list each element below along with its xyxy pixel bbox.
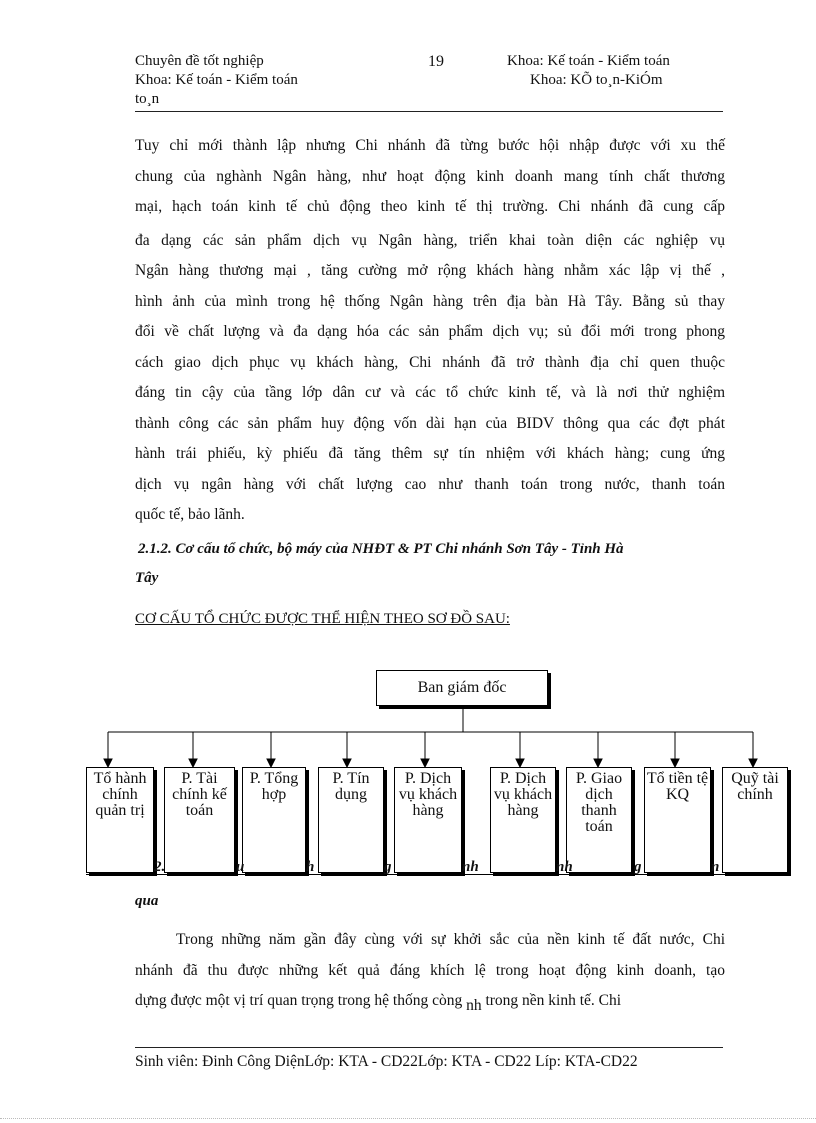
heading-fragment: g (634, 859, 642, 875)
org-dept-box: P. Dịch vụ khách hàng (490, 767, 556, 873)
text-line: đa dạng các sản phẩm dịch vụ Ngân hàng, triển khai toàn diện các nghiệp vụ (135, 231, 725, 249)
text-segment: trong nền kinh tế. Chi (485, 992, 622, 1009)
arrowhead (343, 759, 351, 767)
text-line: dịch vụ ngân hàng với chất lượng cao như thanh toán trong nước, thanh toán (135, 475, 725, 493)
chart-baseline (86, 874, 788, 875)
text-line: đổi về chất lượng và đa dạng hóa các sản phẩm dịch vụ; sủ đổi mới trong phong (135, 323, 725, 340)
heading-fragment: 2. (154, 859, 166, 875)
text-line: mại, hạch toán kinh tế chủ động theo kinh tế thị trường. Chi nhánh đã cung cấp (135, 198, 725, 215)
org-dept-box: Tổ hành chính quản trị (86, 767, 154, 873)
footer-rule (135, 1047, 723, 1048)
heading-fragment: g (384, 859, 392, 875)
org-dept-box: P. Tổng hợp (242, 767, 306, 873)
section-heading: 2.1.2. Cơ cấu tổ chức, bộ máy của NHĐT & PT Chi nhánh Sơn Tây - Tỉnh Hà (138, 541, 624, 557)
paragraph-2 (135, 925, 725, 1017)
arrowhead (421, 759, 429, 767)
header-left-line1: Chuyên đề tốt nghiệp (135, 53, 264, 69)
header-right-line1: Khoa: Kế toán - Kiểm toán (507, 53, 670, 69)
text-line: hành trái phiếu, kỳ phiếu đã tăng thêm sự tín nhiệm với khách hàng; cung ứng (135, 445, 725, 462)
arrowhead (749, 759, 757, 767)
text-line: thành công các sản phẩm huy động vốn dài hạn của BIDV thông qua các đợt phát (135, 414, 725, 432)
heading-fragment: h (306, 859, 315, 875)
heading-tail: qua (135, 893, 159, 909)
text-line (135, 986, 725, 1017)
text-segment: dựng được một vị trí quan trọng trong hệ thống còng (135, 992, 463, 1009)
footer-text: Sinh viên: Đinh Công DiệnLớp: KTA - CD22Lớp: KTA - CD22 Líp: KTA-CD22 (135, 1053, 638, 1070)
org-dept-box: P. Dịch vụ khách hàng (394, 767, 462, 873)
org-root-box: Ban giám đốc (376, 670, 548, 706)
text-line: quốc tế, bảo lãnh. (135, 506, 245, 523)
header-right-line2: Khoa: KÕ to¸n-KiÓm (530, 72, 663, 88)
org-dept-box: Quỹ tài chính (722, 767, 788, 873)
text-line: cách giao dịch phục vụ khách hàng, Chi nhánh đã trở thành địa chỉ quen thuộc (135, 353, 725, 371)
heading-fragment: nh (556, 859, 573, 875)
header-rule (135, 111, 723, 112)
arrowhead (594, 759, 602, 767)
header-left-line3: to¸n (135, 91, 160, 107)
text-line: Trong những năm gần đây cùng với sự khởi sắc của nền kinh tế đất nước, Chi (176, 931, 725, 948)
page-number: 19 (428, 53, 444, 70)
org-chart-caption: CƠ CẤU TỔ CHỨC ĐƯỢC THỂ HIỆN THEO SƠ ĐỒ SAU: (135, 611, 510, 627)
heading-fragment: n (711, 859, 720, 875)
text-line: Tuy chỉ mới thành lập nhưng Chi nhánh đã từng bước hội nhập được với xu thế (135, 137, 725, 154)
arrowhead (671, 759, 679, 767)
text-line: Ngân hàng thương mại , tăng cường mở rộng khách hàng nhằm xác lập vị thế , (135, 262, 725, 279)
heading-fragment: nh (462, 859, 479, 875)
arrowhead (267, 759, 275, 767)
arrowhead (516, 759, 524, 767)
heading-fragment: u (236, 859, 245, 875)
text-segment: nh (466, 997, 482, 1014)
text-line: đáng tin cậy của tầng lớp dân cư và các tổ chức kinh tế, và là nơi thử nghiệm (135, 384, 725, 401)
org-dept-box: P. Giao dịch thanh toán (566, 767, 632, 873)
paragraph-1 (135, 131, 725, 531)
section-heading-cont: Tây (135, 570, 159, 586)
arrowhead (189, 759, 197, 767)
text-line: nhánh đã thu được những kết quả đáng khích lệ trong hoạt động kinh doanh, tạo (135, 961, 725, 979)
org-dept-box: Tổ tiền tệ KQ (644, 767, 711, 873)
page-bottom-dots (0, 1118, 816, 1120)
header-left-line2: Khoa: Kế toán - Kiểm toán (135, 72, 298, 88)
text-line: hình ảnh của mình trong hệ thống Ngân hàng trên địa bàn Hà Tây. Bằng sủ thay (135, 292, 725, 310)
arrowhead (104, 759, 112, 767)
text-line: chung của nghành Ngân hàng, như hoạt động kinh doanh mang tính chất thương (135, 167, 725, 185)
org-dept-box: P. Tín dụng (318, 767, 384, 873)
org-dept-box: P. Tài chính kế toán (164, 767, 235, 873)
